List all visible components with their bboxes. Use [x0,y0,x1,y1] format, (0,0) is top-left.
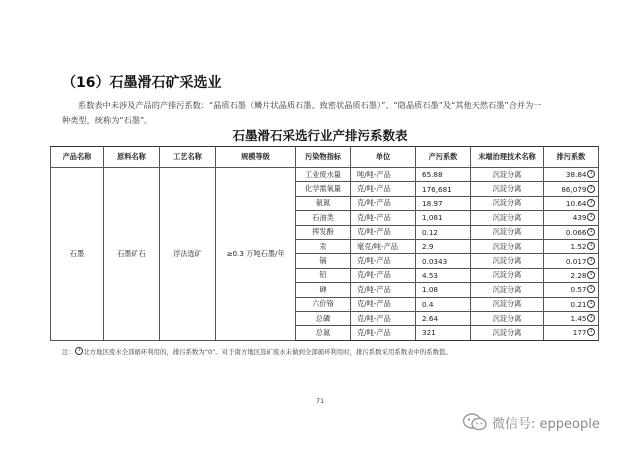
cell-generation-coefficient: 65.88 [416,168,471,182]
cell-treatment-technology: 沉淀分离 [471,211,544,225]
cell-scale: ≥0.3 万吨石墨/年 [216,168,296,341]
circled-number-1: 1 [587,300,595,308]
cell-generation-coefficient: 0.12 [416,225,471,239]
cell-unit: 克/吨-产品 [351,196,416,210]
intro-line-1: 系数表中未涉及产品的产排污系数：“晶质石墨（鳞片状晶质石墨、致密状晶质石墨）”、“隐晶质石墨”及“其他天然石墨”合并为一 [78,100,542,110]
circled-number-1: 1 [587,185,595,193]
circled-number-1: 1 [587,285,595,293]
cell-emission-coefficient [544,211,599,225]
table-row [51,168,599,182]
header-generation-coefficient: 产污系数 [416,147,471,168]
cell-unit: 克/吨-产品 [351,297,416,311]
cell-emission-coefficient [544,254,599,268]
footnote [62,347,452,356]
circled-number-1: 1 [587,271,595,279]
table-header-row [51,147,599,168]
emission-value: 10.64 [565,198,587,208]
cell-treatment-technology: 沉淀分离 [471,196,544,210]
emission-value: 2.28 [570,270,587,280]
header-process: 工艺名称 [160,147,216,168]
cell-unit: 克/吨-产品 [351,182,416,196]
footnote-text: 北方地区废水全部循环利用的，排污系数为“0”。对于南方地区选矿废水未做到全部循环利用时，排污系数采用系数表中的系数值。 [83,348,452,356]
cell-unit: 吨/吨-产品 [351,168,416,182]
cell-emission-coefficient [544,182,599,196]
wechat-icon [462,412,488,432]
intro-line-2: 种类型，统称为“石墨”。 [62,115,153,125]
watermark-text: 微信号: eppeople [492,416,600,432]
cell-generation-coefficient: 4.53 [416,268,471,282]
cell-generation-coefficient: 0.0343 [416,254,471,268]
cell-pollutant: 总氮 [296,326,351,340]
cell-unit: 毫克/吨-产品 [351,239,416,253]
cell-process: 浮法选矿 [160,168,216,341]
table-title: 石墨滑石采选行业产排污系数表 [232,128,408,143]
header-treatment-technology: 末端治理技术名称 [471,147,544,168]
cell-emission-coefficient [544,168,599,182]
coefficient-table [50,146,599,341]
emission-value: 0.57 [570,285,587,295]
cell-emission-coefficient [544,268,599,282]
intro-paragraph [62,98,598,128]
watermark [462,411,600,433]
header-material: 原料名称 [104,147,160,168]
circled-number-1: 1 [75,347,83,355]
header-product: 产品名称 [51,147,104,168]
cell-treatment-technology: 沉淀分离 [471,168,544,182]
emission-value: 0.21 [570,299,587,309]
cell-treatment-technology: 沉淀分离 [471,225,544,239]
cell-unit: 克/吨-产品 [351,283,416,297]
cell-pollutant: 工业废水量 [296,168,351,182]
emission-value: 0.066 [565,227,587,237]
cell-unit: 克/吨-产品 [351,211,416,225]
cell-emission-coefficient [544,239,599,253]
cell-generation-coefficient: 18.97 [416,196,471,210]
circled-number-1: 1 [587,170,595,178]
cell-pollutant: 氨氮 [296,196,351,210]
cell-pollutant: 挥发酚 [296,225,351,239]
circled-number-1: 1 [587,199,595,207]
header-scale: 规模等级 [216,147,296,168]
cell-generation-coefficient: 2.9 [416,239,471,253]
cell-pollutant: 化学需氧量 [296,182,351,196]
cell-treatment-technology: 沉淀分离 [471,326,544,340]
cell-treatment-technology: 沉淀分离 [471,268,544,282]
cell-generation-coefficient: 1,081 [416,211,471,225]
emission-value: 38.84 [565,170,587,180]
cell-pollutant: 六价铬 [296,297,351,311]
emission-value: 1.52 [570,242,587,252]
cell-unit: 克/吨-产品 [351,268,416,282]
cell-product: 石墨 [51,168,104,341]
header-pollutant: 污染物指标 [296,147,351,168]
cell-unit: 克/吨-产品 [351,311,416,325]
circled-number-1: 1 [587,242,595,250]
cell-treatment-technology: 沉淀分离 [471,239,544,253]
cell-emission-coefficient [544,225,599,239]
cell-treatment-technology: 沉淀分离 [471,297,544,311]
table-body [51,168,599,341]
cell-material: 石墨矿石 [104,168,160,341]
cell-emission-coefficient [544,196,599,210]
cell-treatment-technology: 沉淀分离 [471,283,544,297]
cell-pollutant: 砷 [296,283,351,297]
cell-generation-coefficient: 2.64 [416,311,471,325]
cell-treatment-technology: 沉淀分离 [471,182,544,196]
circled-number-1: 1 [587,314,595,322]
emission-value: 0.017 [565,256,587,266]
cell-generation-coefficient: 1.08 [416,283,471,297]
emission-value: 439 [572,213,587,223]
cell-unit: 克/吨-产品 [351,254,416,268]
cell-treatment-technology: 沉淀分离 [471,254,544,268]
emission-value: 86,079 [561,184,587,194]
header-unit: 单位 [351,147,416,168]
cell-pollutant: 铅 [296,268,351,282]
cell-emission-coefficient [544,297,599,311]
page-number: 71 [315,397,325,405]
footnote-prefix: 注： [62,348,75,356]
cell-pollutant: 石油类 [296,211,351,225]
cell-generation-coefficient: 321 [416,326,471,340]
circled-number-1: 1 [587,328,595,336]
cell-pollutant: 汞 [296,239,351,253]
cell-pollutant: 总磷 [296,311,351,325]
cell-emission-coefficient [544,326,599,340]
cell-pollutant: 镉 [296,254,351,268]
header-emission-coefficient: 排污系数 [544,147,599,168]
cell-generation-coefficient: 0.4 [416,297,471,311]
cell-emission-coefficient [544,311,599,325]
circled-number-1: 1 [587,228,595,236]
circled-number-1: 1 [587,257,595,265]
cell-treatment-technology: 沉淀分离 [471,311,544,325]
emission-value: 177 [572,328,587,338]
circled-number-1: 1 [587,213,595,221]
cell-emission-coefficient [544,283,599,297]
section-title: （16）石墨滑石矿采选业 [62,75,222,91]
cell-unit: 克/吨-产品 [351,225,416,239]
cell-unit: 克/吨-产品 [351,326,416,340]
emission-value: 1.45 [570,314,587,324]
cell-generation-coefficient: 176,681 [416,182,471,196]
